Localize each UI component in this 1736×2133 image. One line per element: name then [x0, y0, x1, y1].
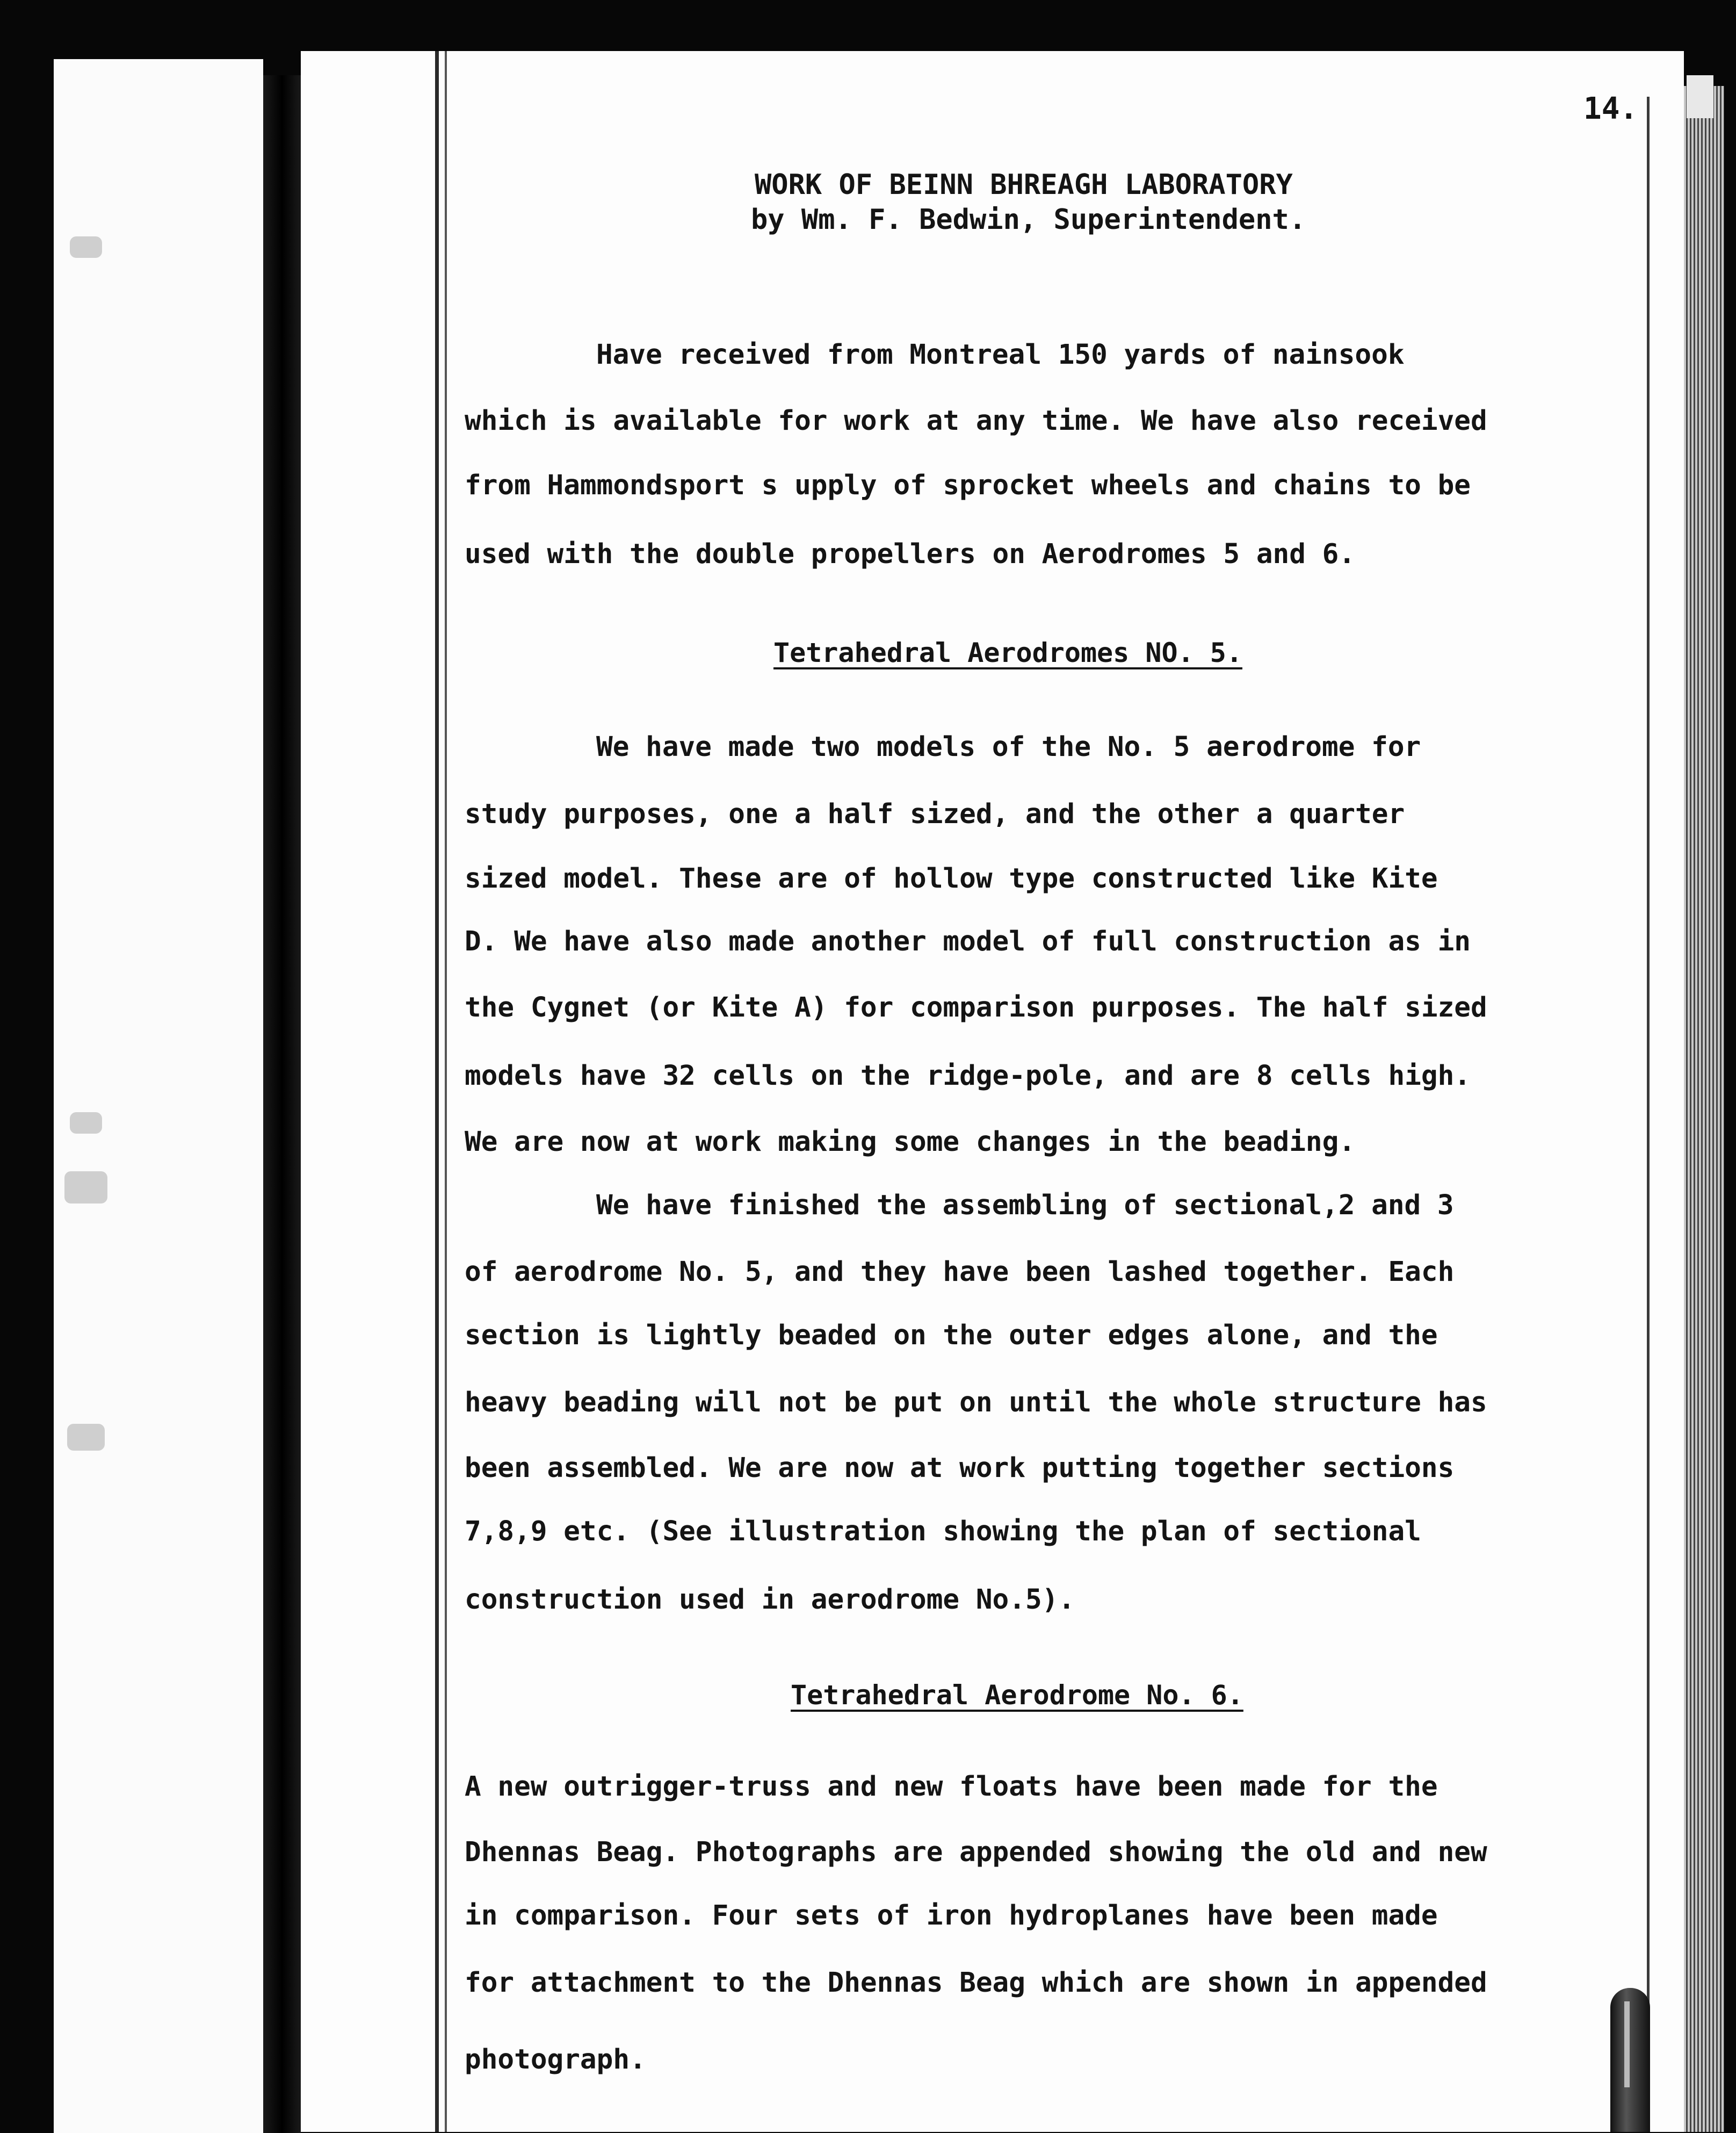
body-line: construction used in aerodrome No.5). — [465, 1584, 1075, 1616]
body-line: We are now at work making some changes in the beading. — [465, 1126, 1356, 1158]
margin-smudge — [64, 1171, 107, 1204]
body-line: models have 32 cells on the ridge-pole, and are 8 cells high. — [465, 1060, 1471, 1092]
right-margin-rule — [1647, 97, 1650, 2031]
margin-rule-inner — [445, 51, 447, 2132]
facing-page — [54, 59, 263, 2133]
body-line: 7,8,9 etc. (See illustration showing the plan of sectional — [465, 1516, 1421, 1547]
book-gutter — [263, 75, 301, 2133]
body-line: Have received from Montreal 150 yards of nainsook — [596, 339, 1405, 371]
body-line: been assembled. We are now at work putting together sections — [465, 1452, 1455, 1484]
body-line: which is available for work at any time. We have also received — [465, 405, 1487, 437]
body-line: of aerodrome No. 5, and they have been lashed together. Each — [465, 1256, 1455, 1288]
document-byline: by Wm. F. Bedwin, Superintendent. — [751, 204, 1306, 236]
body-line: in comparison. Four sets of iron hydroplanes have been made — [465, 1900, 1438, 1932]
page-tab — [1687, 75, 1713, 118]
body-line: We have finished the assembling of sectional,2 and 3 — [596, 1190, 1454, 1221]
body-line: for attachment to the Dhennas Beag which are shown in appended — [465, 1967, 1487, 1999]
margin-smudge — [70, 236, 102, 258]
body-line: study purposes, one a half sized, and the other a quarter — [465, 798, 1405, 830]
body-line: sized model. These are of hollow type constructed like Kite — [465, 863, 1438, 895]
body-line: from Hammondsport s upply of sprocket wheels and chains to be — [465, 470, 1471, 501]
document-title: WORK OF BEINN BHREAGH LABORATORY — [755, 169, 1293, 201]
body-line: photograph. — [465, 2044, 646, 2076]
pen-highlight — [1624, 2001, 1630, 2087]
body-line: We have made two models of the No. 5 aerodrome for — [596, 731, 1421, 763]
page-edges — [1684, 86, 1724, 2132]
body-line: used with the double propellers on Aerodromes 5 and 6. — [465, 538, 1356, 570]
body-line: the Cygnet (or Kite A) for comparison purposes. The half sized — [465, 992, 1487, 1024]
margin-smudge — [70, 1112, 102, 1134]
body-line: D. We have also made another model of full construction as in — [465, 926, 1471, 957]
body-line: heavy beading will not be put on until the whole structure has — [465, 1387, 1487, 1418]
pen-clip — [1610, 1988, 1650, 2132]
margin-smudge — [67, 1424, 105, 1451]
body-line: Dhennas Beag. Photographs are appended showing the old and new — [465, 1836, 1487, 1868]
page-number: 14. — [1583, 91, 1638, 126]
margin-rule — [435, 51, 439, 2132]
body-line: A new outrigger-truss and new floats have been made for the — [465, 1771, 1438, 1803]
section-heading: Tetrahedral Aerodromes NO. 5. — [773, 637, 1242, 668]
body-line: section is lightly beaded on the outer edges alone, and the — [465, 1320, 1438, 1351]
section-heading: Tetrahedral Aerodrome No. 6. — [791, 1680, 1243, 1711]
